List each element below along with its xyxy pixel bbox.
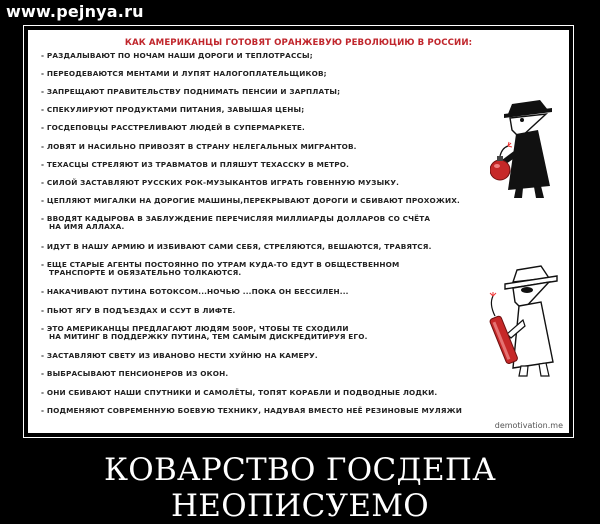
list-item bbox=[41, 197, 561, 205]
list-item-line: - ПЕРЕОДЕВАЮТСЯ МЕНТАМИ И ЛУПЯТ НАЛОГОПЛАТЕЛЬЩИКОВ; bbox=[41, 69, 327, 79]
list-item-line: - ПЬЮТ ЯГУ В ПОДЪЕЗДАХ И ССУТ В ЛИФТЕ. bbox=[41, 305, 236, 315]
list-item bbox=[41, 124, 561, 132]
list-item bbox=[41, 407, 561, 415]
caption: КОВАРСТВО ГОСДЕПА НЕОПИСУЕМО bbox=[103, 452, 497, 524]
list-item-line: - ТЕХАСЦЫ СТРЕЛЯЮТ ИЗ ТРАВМАТОВ И ПЛЯШУТ ТЕХАССКУ В МЕТРО. bbox=[41, 159, 350, 169]
list-item bbox=[41, 88, 561, 96]
list-item bbox=[41, 70, 561, 78]
spy-with-dynamite-illustration bbox=[483, 258, 563, 378]
list-item bbox=[41, 389, 561, 397]
list-item-line: - ЭТО АМЕРИКАНЦЫ ПРЕДЛАГАЮТ ЛЮДЯМ 500Р, ЧТОБЫ ТЕ СХОДИЛИ bbox=[41, 323, 349, 333]
list-item-continuation: НА ИМЯ АЛЛАХА. bbox=[49, 222, 125, 232]
list-item bbox=[41, 215, 561, 232]
list-item-line: - ЗАСТАВЛЯЮТ СВЕТУ ИЗ ИВАНОВО НЕСТИ ХУЙНЮ НА КАМЕРУ. bbox=[41, 351, 318, 361]
list-item bbox=[41, 143, 561, 151]
list-item bbox=[41, 243, 561, 251]
list-item-line: - ПОДМЕНЯЮТ СОВРЕМЕННУЮ БОЕВУЮ ТЕХНИКУ, НАДУВАЯ ВМЕСТО НЕЁ РЕЗИНОВЫЕ МУЛЯЖИ bbox=[41, 405, 463, 415]
site-url: www.pejnya.ru bbox=[6, 2, 144, 21]
list-item-line: - СИЛОЙ ЗАСТАВЛЯЮТ РУССКИХ РОК-МУЗЫКАНТОВ ИГРАТЬ ГОВЕННУЮ МУЗЫКУ. bbox=[41, 177, 400, 187]
list-item bbox=[41, 161, 561, 169]
list-item-line: - ЕЩЕ СТАРЫЕ АГЕНТЫ ПОСТОЯННО ПО УТРАМ КУДА-ТО ЕДУТ В ОБЩЕСТВЕННОМ bbox=[41, 259, 400, 269]
list-item-line: - СПЕКУЛИРУЮТ ПРОДУКТАМИ ПИТАНИЯ, ЗАВЫШАЯ ЦЕНЫ; bbox=[41, 105, 305, 115]
poster-heading: КАК АМЕРИКАНЦЫ ГОТОВЯТ ОРАНЖЕВУЮ РЕВОЛЮЦИЮ В РОССИИ: bbox=[124, 38, 473, 48]
list-item-continuation: ТРАНСПОРТЕ И ОБЯЗАТЕЛЬНО ТОЛКАЮТСЯ. bbox=[49, 268, 242, 278]
list-item-line: - ВЫБРАСЫВАЮТ ПЕНСИОНЕРОВ ИЗ ОКОН. bbox=[41, 369, 229, 379]
list-item-line: - РАЗДАЛЫВАЮТ ПО НОЧАМ НАШИ ДОРОГИ И ТЕПЛОТРАССЫ; bbox=[41, 51, 313, 60]
list-item bbox=[41, 106, 561, 114]
list-item-line: - ГОСДЕПОВЦЫ РАССТРЕЛИВАЮТ ЛЮДЕЙ В СУПЕРМАРКЕТЕ. bbox=[41, 123, 305, 133]
list-item-line: - ЗАПРЕЩАЮТ ПРАВИТЕЛЬСТВУ ПОДНИМАТЬ ПЕНСИИ И ЗАРПЛАТЫ; bbox=[41, 87, 341, 97]
list-item bbox=[41, 179, 561, 187]
list-item bbox=[41, 52, 561, 60]
list-item-line: - ЛОВЯТ И НАСИЛЬНО ПРИВОЗЯТ В СТРАНУ НЕЛЕГАЛЬНЫХ МИГРАНТОВ. bbox=[41, 141, 357, 151]
list-item-continuation: НА МИТИНГ В ПОДДЕРЖКУ ПУТИНА, ТЕМ САМЫМ ДИСКРЕДИТИРУЯ ЕГО. bbox=[49, 332, 368, 341]
list-item-line: - ИДУТ В НАШУ АРМИЮ И ИЗБИВАЮТ САМИ СЕБЯ, СТРЕЛЯЮТСЯ, ВЕШАЮТСЯ, ТРАВЯТСЯ. bbox=[41, 241, 432, 251]
list-item-line: - НАКАЧИВАЮТ ПУТИНА БОТОКСОМ...НОЧЬЮ ...ПОКА ОН БЕССИЛЕН... bbox=[41, 287, 349, 297]
list-item-line: - ОНИ СБИВАЮТ НАШИ СПУТНИКИ И САМОЛЁТЫ, ТОПЯТ КОРАБЛИ И ПОДВОДНЫЕ ЛОДКИ. bbox=[41, 387, 438, 397]
spy-with-bomb-illustration bbox=[490, 90, 560, 200]
list-item-line: - ВВОДЯТ КАДЫРОВА В ЗАБЛУЖДЕНИЕ ПЕРЕЧИСЛЯЯ МИЛЛИАРДЫ ДОЛЛАРОВ СО СЧЁТА bbox=[41, 213, 431, 223]
list-item-line: - ЦЕПЛЯЮТ МИГАЛКИ НА ДОРОГИЕ МАШИНЫ,ПЕРЕКРЫВАЮТ ДОРОГИ И СБИВАЮТ ПРОХОЖИХ. bbox=[41, 195, 460, 205]
poster bbox=[28, 30, 569, 433]
watermark: demotivation.me bbox=[494, 421, 563, 430]
